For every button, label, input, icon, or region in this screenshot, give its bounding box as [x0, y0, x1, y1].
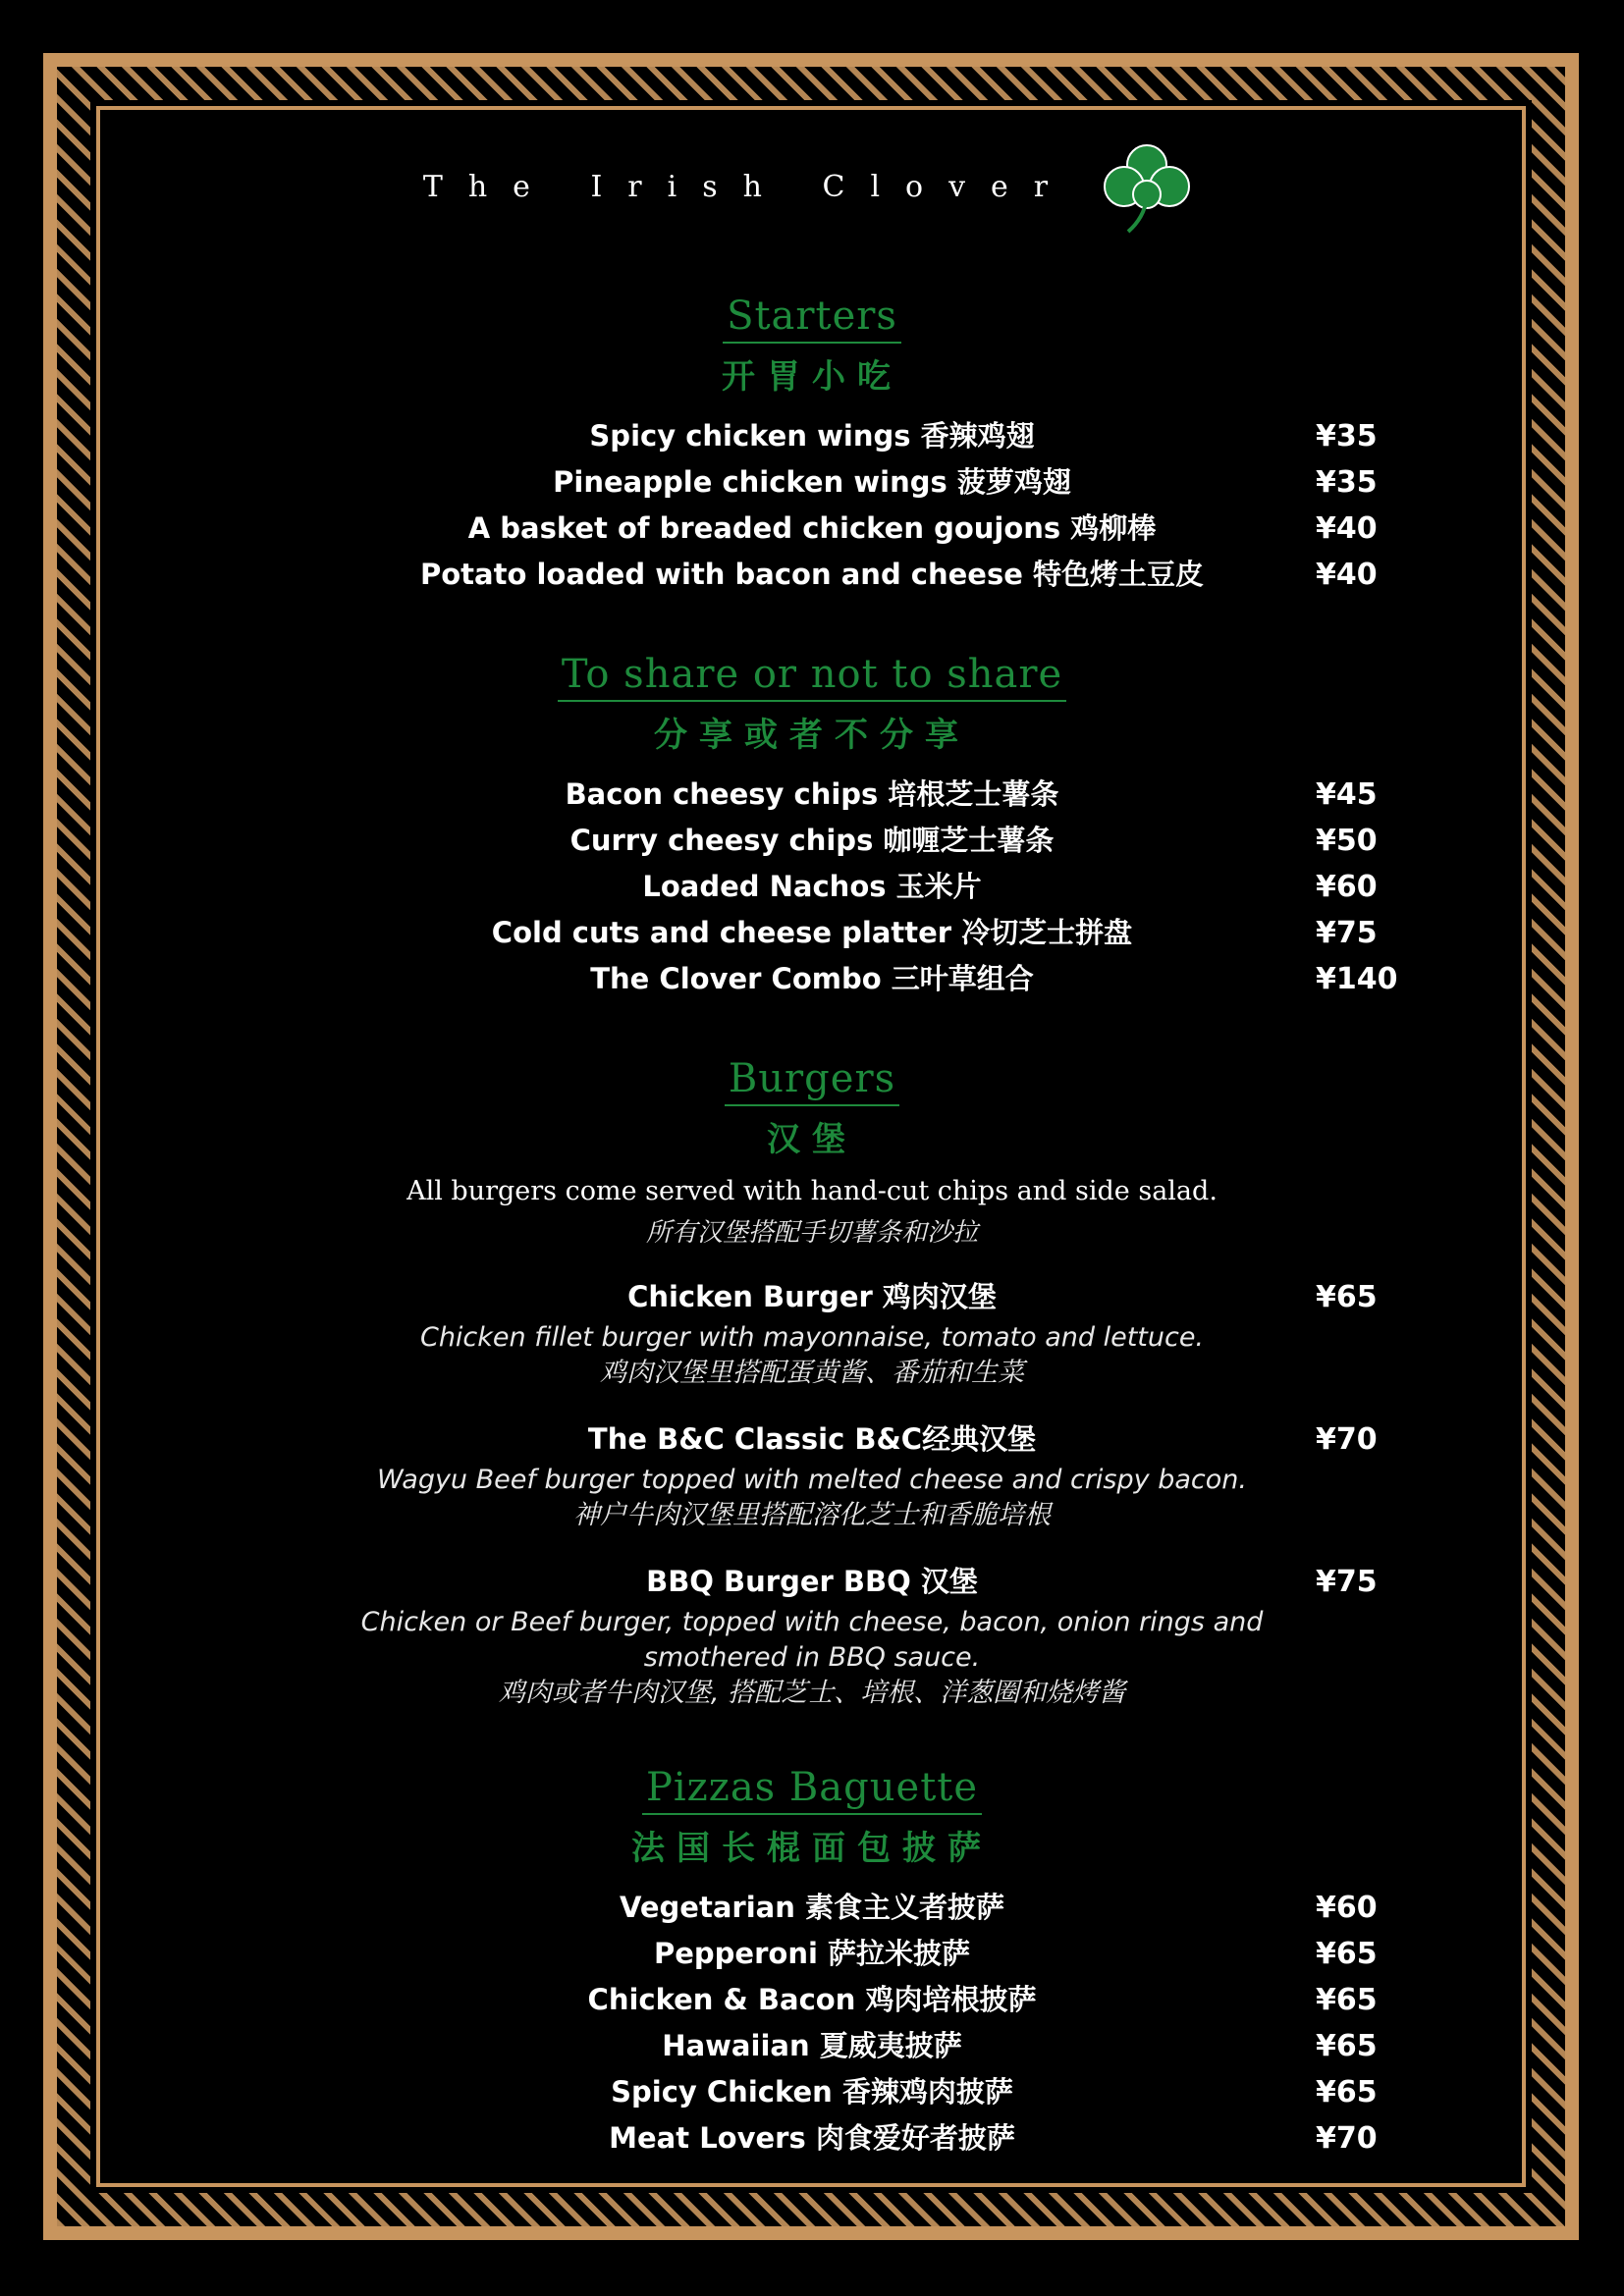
- item-name: Spicy Chicken 香辣鸡肉披萨: [611, 2075, 1013, 2109]
- item-price: ¥140: [1316, 962, 1398, 996]
- menu-item: [0, 1931, 1624, 1977]
- item-name: Chicken Burger 鸡肉汉堡: [627, 1280, 997, 1313]
- menu-item: [0, 1977, 1624, 2023]
- item-name: Loaded Nachos 玉米片: [642, 870, 982, 903]
- item-price: ¥50: [1316, 824, 1378, 858]
- menu-item: [0, 818, 1624, 864]
- menu-item: [0, 2115, 1624, 2162]
- menu-item: [0, 413, 1624, 459]
- section-title: To share or not to share: [558, 653, 1066, 702]
- section-share: [0, 653, 1624, 1002]
- item-price: ¥65: [1316, 1937, 1378, 1971]
- menu-item: [0, 459, 1624, 506]
- menu-item: [0, 2023, 1624, 2069]
- item-price: ¥65: [1316, 1983, 1378, 2017]
- menu-header: [0, 137, 1624, 236]
- menu-item: [0, 1559, 1624, 1605]
- section-title-cn: 法国长棍面包披萨: [631, 1829, 993, 1868]
- item-price: ¥70: [1316, 1422, 1378, 1457]
- item-desc-en: Chicken fillet burger with mayonnaise, tomato and lettuce.: [419, 1322, 1205, 1353]
- item-name: Vegetarian 素食主义者披萨: [620, 1891, 1004, 1924]
- item-price: ¥60: [1316, 870, 1378, 904]
- menu-item: [0, 1885, 1624, 1931]
- item-name: Pepperoni 萨拉米披萨: [653, 1937, 971, 1970]
- item-price: ¥75: [1316, 916, 1378, 950]
- section-burgers: [0, 1057, 1624, 1711]
- menu-content: [0, 294, 1624, 2216]
- burger-note: [0, 1176, 1624, 1249]
- section-title: Starters: [723, 294, 901, 344]
- item-name: Hawaiian 夏威夷披萨: [662, 2029, 962, 2062]
- item-name: Chicken & Bacon 鸡肉培根披萨: [587, 1983, 1037, 2016]
- burger-item: [0, 1416, 1624, 1533]
- item-name: The B&C Classic B&C经典汉堡: [587, 1422, 1037, 1456]
- menu-item: [0, 956, 1624, 1002]
- item-price: ¥60: [1316, 1891, 1378, 1925]
- item-name: A basket of breaded chicken goujons 鸡柳棒: [467, 511, 1157, 545]
- section-title-cn: 汉堡: [767, 1120, 857, 1159]
- menu-item: [0, 1416, 1624, 1463]
- burger-item: [0, 1559, 1624, 1711]
- section-starters: [0, 294, 1624, 598]
- section-title-cn: 开胃小吃: [722, 357, 902, 397]
- item-desc-cn: 神户牛肉汉堡里搭配溶化芝士和香脆培根: [573, 1500, 1051, 1530]
- item-desc-en: Chicken or Beef burger, topped with cheese, bacon, onion rings and smothered in BBQ sauce.: [360, 1607, 1264, 1673]
- section-title: Pizzas Baguette: [642, 1766, 982, 1815]
- item-name: Pineapple chicken wings 菠萝鸡翅: [553, 465, 1071, 499]
- item-name: BBQ Burger BBQ 汉堡: [646, 1565, 978, 1598]
- menu-item: [0, 552, 1624, 598]
- item-price: ¥35: [1316, 419, 1378, 454]
- brand-name: The Irish Clover: [422, 169, 1074, 204]
- item-price: ¥35: [1316, 465, 1378, 500]
- item-name: Potato loaded with bacon and cheese 特色烤土豆皮: [420, 558, 1204, 591]
- menu-item: [0, 772, 1624, 818]
- note-en: All burgers come served with hand-cut chips and side salad.: [406, 1176, 1218, 1206]
- section-pizzas: [0, 1766, 1624, 2162]
- item-name: Spicy chicken wings 香辣鸡翅: [589, 419, 1035, 453]
- menu-item: [0, 2069, 1624, 2115]
- item-name: Meat Lovers 肉食爱好者披萨: [609, 2121, 1015, 2155]
- note-cn: 所有汉堡搭配手切薯条和沙拉: [645, 1218, 978, 1248]
- section-title-cn: 分享或者不分享: [654, 716, 970, 755]
- brand-logo: [423, 137, 1201, 236]
- menu-item: [0, 864, 1624, 910]
- item-price: ¥65: [1316, 2029, 1378, 2063]
- item-name: Cold cuts and cheese platter 冷切芝士拼盘: [491, 916, 1133, 949]
- item-desc-cn: 鸡肉汉堡里搭配蛋黄酱、番茄和生菜: [600, 1358, 1024, 1388]
- shamrock-icon: [1093, 137, 1201, 236]
- menu-item: [0, 506, 1624, 552]
- item-desc-cn: 鸡肉或者牛肉汉堡, 搭配芝士、培根、洋葱圈和烧烤酱: [498, 1678, 1126, 1708]
- item-price: ¥40: [1316, 511, 1378, 546]
- item-name: Bacon cheesy chips 培根芝士薯条: [565, 777, 1059, 811]
- section-title: Burgers: [725, 1057, 899, 1106]
- item-price: ¥75: [1316, 1565, 1378, 1599]
- item-price: ¥65: [1316, 2075, 1378, 2109]
- menu-item: [0, 910, 1624, 956]
- item-desc-en: Wagyu Beef burger topped with melted cheese and crispy bacon.: [377, 1465, 1247, 1495]
- item-price: ¥40: [1316, 558, 1378, 592]
- burger-item: [0, 1274, 1624, 1391]
- menu-item: [0, 1274, 1624, 1320]
- item-price: ¥70: [1316, 2121, 1378, 2156]
- item-name: The Clover Combo 三叶草组合: [590, 962, 1034, 995]
- item-price: ¥45: [1316, 777, 1378, 812]
- item-price: ¥65: [1316, 1280, 1378, 1314]
- item-name: Curry cheesy chips 咖喱芝士薯条: [569, 824, 1055, 857]
